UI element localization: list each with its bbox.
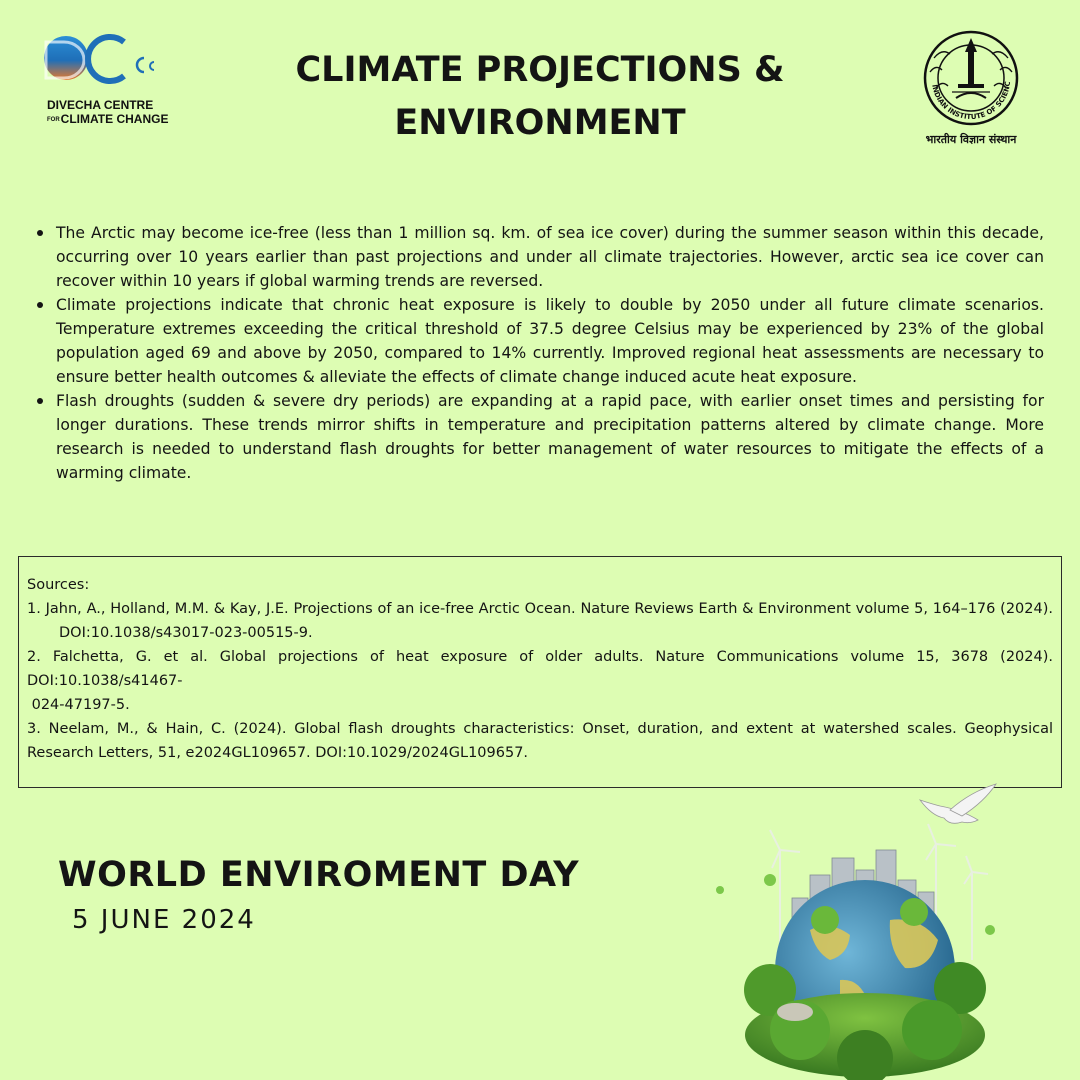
green-earth-city-illustration bbox=[700, 780, 1030, 1080]
divecha-logo-name-line2 bbox=[47, 112, 168, 127]
source-1-doi: DOI:10.1038/s43017-023-00515-9. bbox=[59, 625, 313, 641]
iisc-hindi-name: भारतीय विज्ञान संस्थान bbox=[925, 133, 1017, 146]
divecha-logo-name-for: FOR bbox=[47, 116, 60, 123]
iisc-emblem-icon bbox=[912, 28, 1030, 132]
divecha-logo-name-second: CLIMATE CHANGE bbox=[60, 112, 169, 126]
divecha-logo-name: DIVECHA CENTRE bbox=[47, 98, 154, 112]
source-2-doi-continuation: 024-47197-5. bbox=[31, 697, 130, 713]
page-title: CLIMATE PROJECTIONS & ENVIRONMENT bbox=[295, 50, 785, 143]
divecha-centre-logo bbox=[40, 30, 169, 130]
source-item-continuation bbox=[27, 693, 1053, 717]
sources-box bbox=[18, 556, 1062, 788]
list-item: Climate projections indicate that chronic heat exposure is likely to double by 2050 under all future climate scenarios. Temperature extremes exceeding the critical threshold of 37.5 degree Celsius may be experienced by 23% of the global population aged 69 and above by 2050, compared to 14% currently. Improved regional heat assessments are necessary to ensure better health outcomes & alleviate the effects of climate change induced acute heat exposure. bbox=[34, 293, 1044, 389]
source-item: 2. Falchetta, G. et al. Global projections of heat exposure of older adults. Nature Communications volume 15, 3678 (2024). DOI:10.1038/s41467- bbox=[27, 649, 1053, 689]
iisc-ring-text: INDIAN INSTITUTE OF SCIENC bbox=[930, 80, 1013, 122]
list-item: The Arctic may become ice-free (less than 1 million sq. km. of sea ice cover) during the summer season within this decade, occurring over 10 years earlier than past projections and under all climate trajectories. However, arctic sea ice cover can recover within 10 years if global warming trends are reversed. bbox=[34, 221, 1044, 293]
source-item bbox=[27, 597, 1053, 645]
divecha-logo-mark-icon bbox=[40, 30, 160, 94]
iisc-logo bbox=[912, 28, 1030, 146]
source-item: 3. Neelam, M., & Hain, C. (2024). Global flash droughts characteristics: Onset, duration, and extent at watershed scales. Geophysical Research Letters, 51, e2024GL109657. DOI:10.1029/2024GL109657. bbox=[27, 721, 1053, 761]
dove-icon bbox=[920, 784, 996, 823]
event-date: 5 JUNE 2024 bbox=[72, 905, 256, 935]
event-title: WORLD ENVIROMENT DAY bbox=[58, 855, 580, 895]
source-1-text: 1. Jahn, A., Holland, M.M. & Kay, J.E. Projections of an ice-free Arctic Ocean. Nature Reviews Earth & Environment volume 5, 164–176 (2024). bbox=[27, 601, 1053, 617]
key-findings-list bbox=[34, 221, 1044, 485]
sources-heading: Sources: bbox=[27, 577, 90, 593]
svg-text:INDIAN INSTITUTE OF SCIENCE bbox=[912, 28, 1012, 121]
divecha-logo-text bbox=[47, 98, 168, 127]
list-item: Flash droughts (sudden & severe dry periods) are expanding at a rapid pace, with earlier onset times and persisting for longer durations. These trends mirror shifts in temperature and precipitation patterns altered by climate change. More research is needed to understand flash droughts for better management of water resources to mitigate the effects of a warming climate. bbox=[34, 389, 1044, 485]
